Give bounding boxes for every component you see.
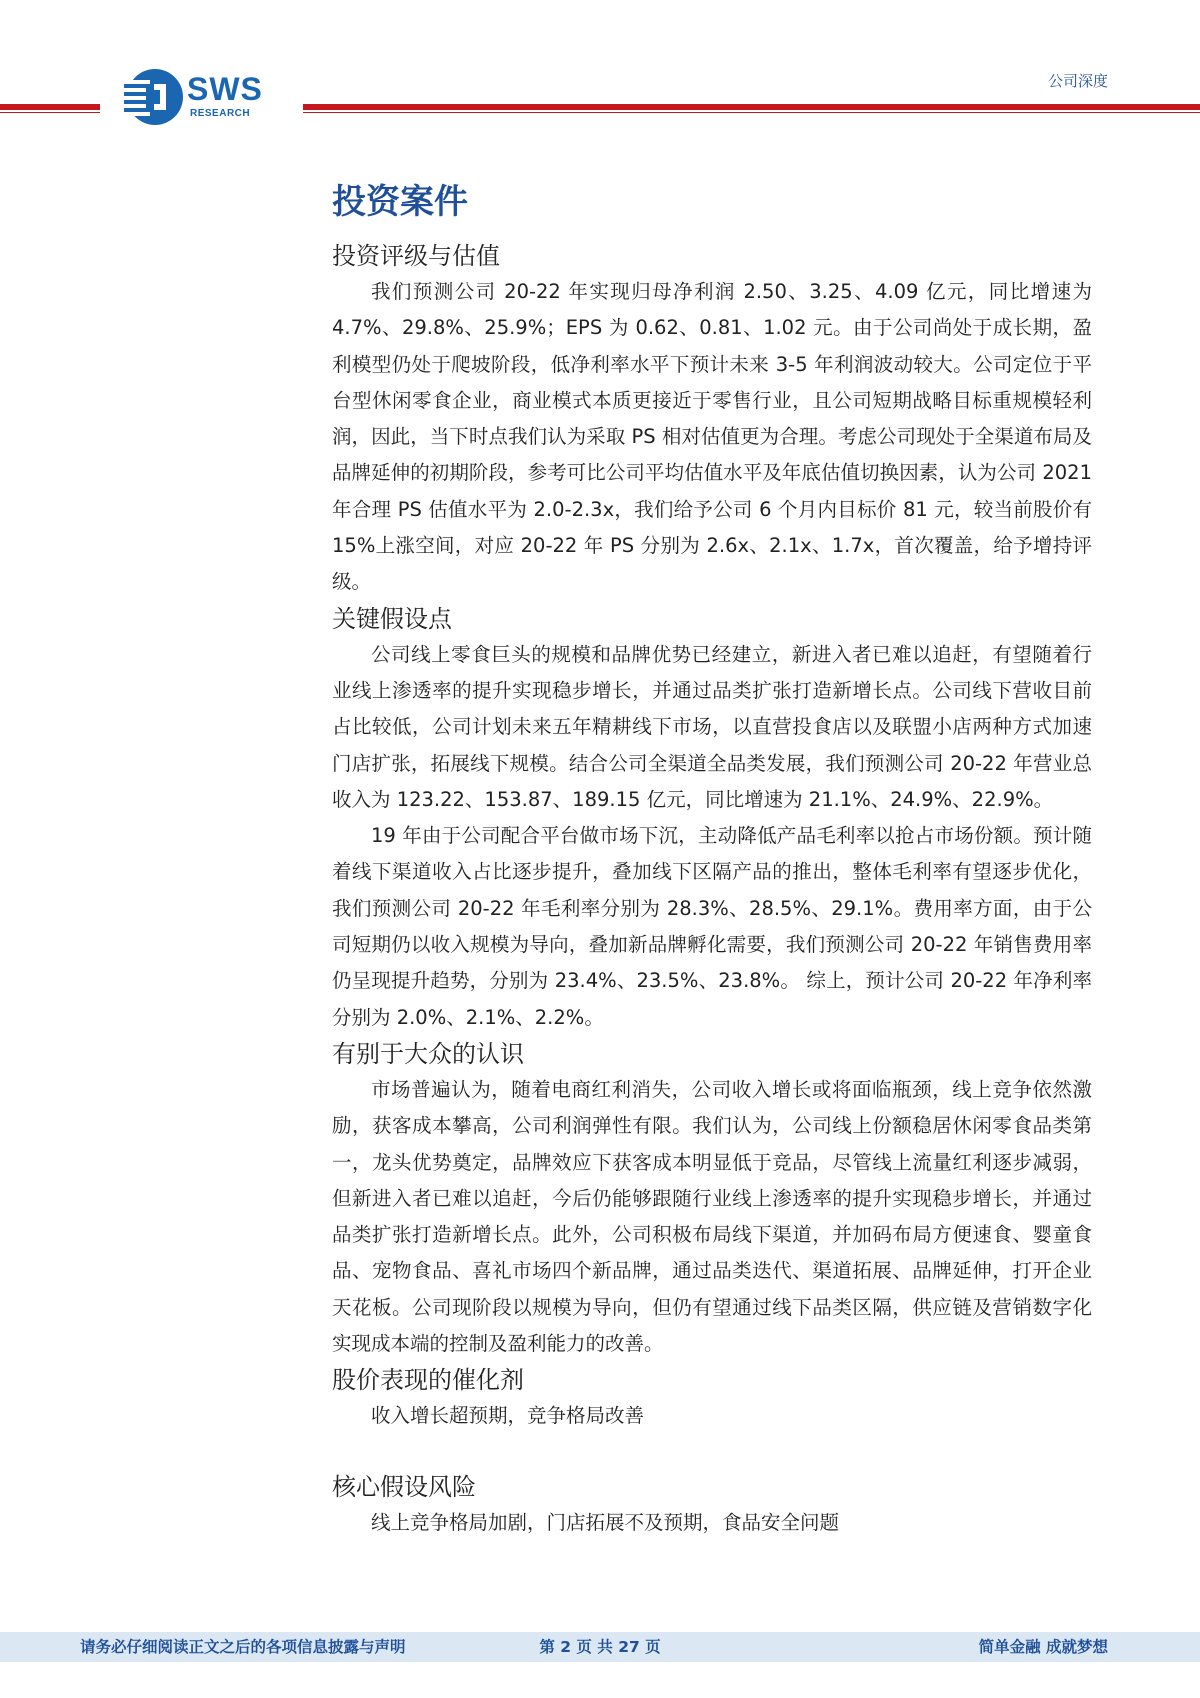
section-heading-catalysts: 股价表现的催化剂	[332, 1366, 524, 1395]
sws-logo-icon	[124, 66, 184, 128]
paragraph: 收入增长超预期，竞争格局改善	[371, 1404, 645, 1428]
sws-logo	[124, 66, 274, 132]
page-number: 第 2 页 共 27 页	[539, 1638, 661, 1656]
section-heading-assumptions: 关键假设点	[332, 604, 452, 633]
report-type-label: 公司深度	[1047, 72, 1108, 90]
paragraph: 我们预测公司 20-22 年实现归母净利润 2.50、3.25、4.09 亿元，同比增速为 4.7%、29.8%、25.9%；EPS 为 0.62、0.81、1.02 元。由于公司尚处于成长期，盈利模型仍处于爬坡阶段，低净利率水平下预计未来 3-5 年利润波动较大。公司定位于平台型休闲零食企业，商业模式本质更接近于零售行业，且公司短期战略目标重规模轻利润，因此，当下时点我们认为采取 PS 相对估值更为合理。考虑公司现处于全渠道布局及品牌延伸的初期阶段，参考可比公司平均估值水平及年底估值切换因素，认为公司 2021 年合理 PS 估值水平为 2.0-2.3x，我们给予公司 6 个月内目标价 81 元，较当前股价有 15%上涨空间，对应 20-22 年 PS 分别为 2.6x、2.1x、1.7x，首次覆盖，给予增持评级。	[332, 280, 1092, 594]
footer-disclaimer: 请务必仔细阅读正文之后的各项信息披露与声明	[80, 1638, 406, 1656]
section-heading-risks: 核心假设风险	[332, 1472, 476, 1501]
main-content	[332, 176, 1092, 1541]
section-heading-valuation: 投资评级与估值	[332, 242, 500, 270]
paragraph: 19 年由于公司配合平台做市场下沉，主动降低产品毛利率以抢占市场份额。预计随着线下渠道收入占比逐步提升，叠加线下区隔产品的推出，整体毛利率有望逐步优化，我们预测公司 20-22 年毛利率分别为 28.3%、28.5%、29.1%。费用率方面，由于公司短期仍以收入规模为导向，叠加新品牌孵化需要，我们预测公司 20-22 年销售费用率仍呈现提升趋势，分别为 23.4%、23.5%、23.8%。 综上，预计公司 20-22 年净利率分别为 2.0%、2.1%、2.2%。	[332, 824, 1092, 1029]
page-header	[0, 0, 1200, 140]
paragraph: 线上竞争格局加剧，门店拓展不及预期，食品安全问题	[371, 1510, 840, 1534]
page-footer	[0, 1632, 1200, 1662]
paragraph: 市场普遍认为，随着电商红利消失，公司收入增长或将面临瓶颈，线上竞争依然激励，获客成本攀高，公司利润弹性有限。我们认为，公司线上份额稳居休闲零食品类第一，龙头优势奠定，品牌效应下获客成本明显低于竞品，尽管线上流量红利逐步减弱，但新进入者已难以追赶，今后仍能够跟随行业线上渗透率的提升实现稳步增长，并通过品类扩张打造新增长点。此外，公司积极布局线下渠道，并加码布局方便速食、婴童食品、宠物食品、喜礼市场四个新品牌，通过品类迭代、渠道拓展、品牌延伸，打开企业天花板。公司现阶段以规模为导向，但仍有望通过线下品类区隔，供应链及营销数字化实现成本端的控制及盈利能力的改善。	[332, 1077, 1092, 1356]
footer-slogan: 简单金融 成就梦想	[978, 1638, 1108, 1656]
section-spacer	[332, 1435, 1092, 1469]
logo-wordmark: SWS	[187, 71, 263, 107]
header-rule-left	[0, 104, 100, 113]
header-rule-right	[303, 104, 1200, 113]
page-title: 投资案件	[332, 182, 468, 222]
section-heading-differentiated-view: 有别于大众的认识	[332, 1039, 524, 1068]
logo-subtitle: RESEARCH	[190, 108, 251, 119]
paragraph: 公司线上零食巨头的规模和品牌优势已经建立，新进入者已难以追赶，有望随着行业线上渗透率的提升实现稳步增长，并通过品类扩张打造新增长点。公司线下营收目前占比较低，公司计划未来五年精耕线下市场，以直营投食店以及联盟小店两种方式加速门店扩张，拓展线下规模。结合公司全渠道全品类发展，我们预测公司 20-22 年营业总收入为 123.22、153.87、189.15 亿元，同比增速为 21.1%、24.9%、22.9%。	[332, 642, 1092, 811]
